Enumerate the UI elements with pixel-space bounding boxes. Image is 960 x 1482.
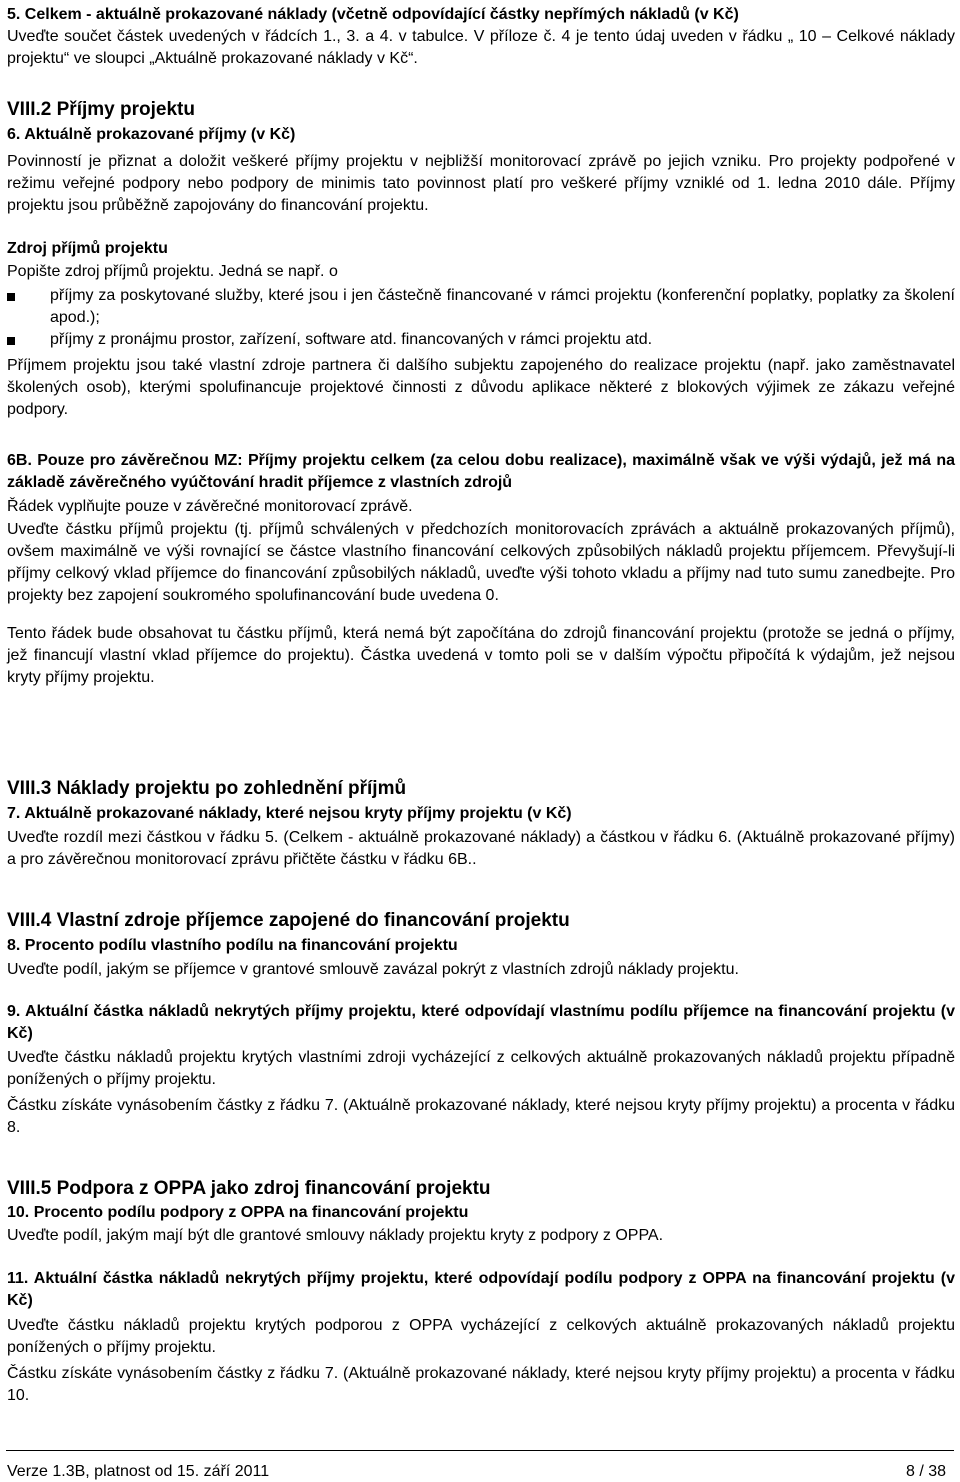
item-6b-title: 6B. Pouze pro závěrečnou MZ: Příjmy projektu celkem (za celou dobu realizace), maximálně však ve výši výdajů, jež má na základě závěrečného vyúčtování hradit příjemce z vlastních zdrojů [7, 452, 955, 491]
footer-divider [6, 1450, 954, 1451]
section-viii2-heading: VIII.2 Příjmy projektu [7, 99, 195, 120]
item-6b-text-3: Tento řádek bude obsahovat tu částku příjmů, která nemá být započítána do zdrojů financování projektu (protože se jedná o příjmy, jež financují vlastní vklad příjemce do projektu). Částka uvedená v tomto poli se v dalším výpočtu připočítá k výdajům, jež nejsou kryty příjmy projektu. [7, 625, 955, 686]
item-9-title: 9. Aktuální částka nákladů nekrytých příjmy projektu, které odpovídají vlastnímu podílu příjemce na financování projektu (v Kč) [7, 1003, 955, 1042]
item-11-title: 11. Aktuální částka nákladů nekrytých příjmy projektu, které odpovídají podílu podpory z OPPA na financování projektu (v Kč) [7, 1270, 955, 1309]
zdroj-prijmu-text: Příjmem projektu jsou také vlastní zdroje partnera či dalšího subjektu zapojeného do realizace projektu (např. jako zaměstnavatel školených osob), kterými spolufinancuje projektové činnosti z důvodu aplikace některé z blokových výjimek ze zákazu veřejné podpory. [7, 357, 955, 418]
section-viii5-heading: VIII.5 Podpora z OPPA jako zdroj financování projektu [7, 1178, 491, 1199]
bullet-square-icon [7, 293, 15, 301]
item-6-title: 6. Aktuálně prokazované příjmy (v Kč) [7, 126, 296, 143]
item-10-title: 10. Procento podílu podpory z OPPA na financování projektu [7, 1204, 469, 1221]
item-10-text: Uveďte podíl, jakým mají být dle grantové smlouvy náklady projektu kryty z podpory z OPPA. [7, 1227, 664, 1244]
item-11-text-2: Částku získáte vynásobením částky z řádku 7. (Aktuálně prokazované náklady, které nejsou kryty příjmy projektu) a procenta v řádku 10. [7, 1365, 955, 1404]
item-6-text: Povinností je přiznat a doložit veškeré příjmy projektu v nejbližší monitorovací zprávě po jejich vzniku. Pro projekty podpořené v režimu veřejné podpory nebo podpory de minimis tato povinnost platí pro veškeré příjmy vzniklé od 1. ledna 2010 dále. Příjmy projektu jsou průběžně zapojovány do financování projektu. [7, 153, 955, 214]
item-7-title: 7. Aktuálně prokazované náklady, které nejsou kryty příjmy projektu (v Kč) [7, 805, 572, 822]
item-6b-text-2: Uveďte částku příjmů projektu (tj. příjmů schválených v předchozích monitorovacích zprávách a aktuálně prokazovaných příjmů), ovšem maximálně ve výši rovnající se částce vlastního financování celkových způsobilých nákladů projektu příjemcem. Převyšují-li příjmy celkový vklad příjemce do financování způsobilých nákladů, uveďte výši tohoto vkladu a příjmy nad tuto sumu zanedbejte. Pro projekty bez zapojení soukromého spolufinancování bude uvedena 0. [7, 521, 955, 604]
item-9-text-2: Částku získáte vynásobením částky z řádku 7. (Aktuálně prokazované náklady, které nejsou kryty příjmy projektu) a procenta v řádku 8. [7, 1097, 955, 1136]
item-7-text: Uveďte rozdíl mezi částkou v řádku 5. (Celkem - aktuálně prokazované náklady) a částkou v řádku 6. (Aktuálně prokazované příjmy) a pro závěrečnou monitorovací zprávu přičtěte částku v řádku 6B.. [7, 829, 955, 868]
footer-version: Verze 1.3B, platnost od 15. září 2011 [7, 1463, 270, 1480]
item-5-text: Uveďte součet částek uvedených v řádcích 1., 3. a 4. v tabulce. V příloze č. 4 je tento údaj uveden v řádku „ 10 – Celkové náklady projektu“ ve sloupci „Aktuálně prokazované náklady v Kč“. [7, 28, 955, 67]
item-6b-text-1: Řádek vyplňujte pouze v závěrečné monitorovací zprávě. [7, 498, 413, 515]
item-9-text-1: Uveďte částku nákladů projektu krytých vlastními zdroji vycházející z celkových aktuálně prokazovaných nákladů projektu případně ponížených o příjmy projektu. [7, 1049, 955, 1088]
item-8-title: 8. Procento podílu vlastního podílu na financování projektu [7, 937, 458, 954]
bullet-item-2: příjmy z pronájmu prostor, zařízení, software atd. financovaných v rámci projektu atd. [50, 331, 653, 348]
section-viii4-heading: VIII.4 Vlastní zdroje příjemce zapojené do financování projektu [7, 910, 570, 931]
zdroj-prijmu-intro: Popište zdroj příjmů projektu. Jedná se např. o [7, 263, 338, 280]
item-8-text: Uveďte podíl, jakým se příjemce v grantové smlouvě zavázal pokrýt z vlastních zdrojů náklady projektu. [7, 961, 739, 978]
section-viii3-heading: VIII.3 Náklady projektu po zohlednění příjmů [7, 778, 407, 799]
footer-page-number: 8 / 38 [905, 1463, 946, 1480]
bullet-square-icon [7, 337, 15, 345]
zdroj-prijmu-title: Zdroj příjmů projektu [7, 240, 168, 257]
item-11-text-1: Uveďte částku nákladů projektu krytých podporou z OPPA vycházející z celkových aktuálně prokazovaných nákladů projektu ponížených o příjmy projektu. [7, 1317, 955, 1356]
item-5-title: 5. Celkem - aktuálně prokazované náklady (včetně odpovídající částky nepřímých nákladů (v Kč) [7, 6, 739, 23]
bullet-item-1: příjmy za poskytované služby, které jsou i jen částečně financované v rámci projektu (konferenční poplatky, poplatky za školení apod.); [50, 287, 955, 326]
